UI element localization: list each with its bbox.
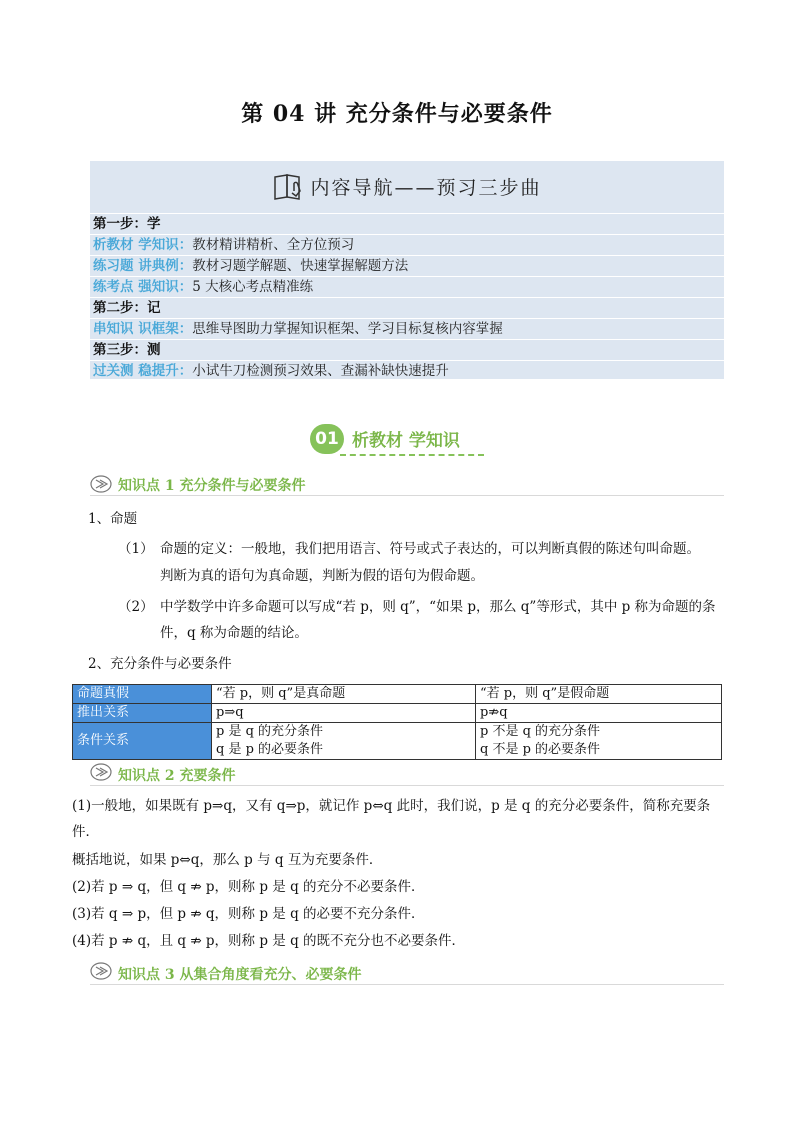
paragraph-line: (4)若 p ⇏ q，且 q ⇏ p，则称 p 是 q 的既不充分也不必要条件． xyxy=(72,933,466,949)
table-cell: “若 p，则 q”是真命题 xyxy=(212,685,476,704)
nav-item-desc: 思维导图助力掌握知识框架、学习目标复核内容掌握 xyxy=(192,321,503,337)
nav-row-item xyxy=(90,255,724,275)
nav-row-step1 xyxy=(90,213,724,233)
nav-row-item xyxy=(90,318,724,338)
navigation-banner-label: 内容导航——预习三步曲 xyxy=(310,176,542,199)
section-title: 析教材 学知识 xyxy=(352,431,460,451)
nav-item-key: 串知识 识框架： xyxy=(93,321,193,337)
play-chevron-icon xyxy=(90,962,112,980)
play-chevron-icon xyxy=(90,763,112,781)
section-underline xyxy=(340,454,484,456)
table-cell xyxy=(212,723,476,760)
paragraph-line: 概括地说，如果 p⇔q，那么 p 与 q 互为充要条件． xyxy=(72,852,383,868)
knowledge-point-title: 知识点 1 充分条件与必要条件 xyxy=(118,478,306,494)
paragraph-line: (2)若 p ⇒ q，但 q ⇏ p，则称 p 是 q 的充分不必要条件． xyxy=(72,879,425,895)
nav-step-label: 第二步：记 xyxy=(93,300,161,316)
nav-row-step3 xyxy=(90,339,724,359)
table-row xyxy=(73,685,722,704)
table-cell: p⇏q xyxy=(476,704,722,723)
navigation-banner xyxy=(90,161,724,211)
table-cell-line: q 是 p 的必要条件 xyxy=(216,742,324,757)
divider xyxy=(90,785,724,786)
list-text: 判断为真的语句为真命题，判断为假的语句为假命题。 xyxy=(160,568,484,584)
divider xyxy=(90,495,724,496)
conditions-table xyxy=(72,684,722,760)
knowledge-point-title: 知识点 2 充要条件 xyxy=(118,768,236,784)
book-pointer-icon xyxy=(272,169,306,203)
page-title: 第 04 讲 充分条件与必要条件 xyxy=(241,101,553,127)
nav-row-item xyxy=(90,360,724,380)
nav-row-item xyxy=(90,234,724,254)
nav-item-desc: 5 大核心考点精准练 xyxy=(192,279,314,295)
paragraph-line: (3)若 q ⇒ p，但 p ⇏ q，则称 p 是 q 的必要不充分条件． xyxy=(72,906,425,922)
list-number: （1） xyxy=(118,541,154,557)
heading-conditions: 2、充分条件与必要条件 xyxy=(88,656,232,672)
nav-item-key: 析教材 学知识： xyxy=(93,237,193,253)
nav-item-key: 过关测 稳提升： xyxy=(93,363,193,379)
divider xyxy=(90,984,724,985)
table-row-header: 推出关系 xyxy=(73,704,212,723)
nav-item-desc: 教材精讲精析、全方位预习 xyxy=(192,237,355,253)
section-number-badge: 01 xyxy=(310,424,344,454)
table-cell-line: p 不是 q 的充分条件 xyxy=(480,724,601,739)
table-row xyxy=(73,723,722,760)
table-cell-line: p 是 q 的充分条件 xyxy=(216,724,324,739)
nav-item-desc: 小试牛刀检测预习效果、查漏补缺快速提升 xyxy=(192,363,449,379)
table-cell: p⇒q xyxy=(212,704,476,723)
nav-item-desc: 教材习题学解题、快速掌握解题方法 xyxy=(192,258,409,274)
nav-row-item xyxy=(90,276,724,296)
list-number: （2） xyxy=(118,599,154,615)
nav-step-label: 第三步：测 xyxy=(93,342,161,358)
heading-proposition: 1、命题 xyxy=(88,511,138,527)
list-text: 中学数学中许多命题可以写成“若 p，则 q”，“如果 p，那么 q”等形式，其中 p 称为命题的条 xyxy=(160,599,716,615)
knowledge-point-title: 知识点 3 从集合角度看充分、必要条件 xyxy=(118,967,362,983)
nav-item-key: 练考点 强知识： xyxy=(93,279,193,295)
nav-step-label: 第一步：学 xyxy=(93,216,161,232)
table-row xyxy=(73,704,722,723)
list-text: 件，q 称为命题的结论。 xyxy=(160,625,308,641)
table-cell: “若 p，则 q”是假命题 xyxy=(476,685,722,704)
play-chevron-icon xyxy=(90,475,112,493)
nav-row-step2 xyxy=(90,297,724,317)
paragraph-line: (1)一般地，如果既有 p⇒q，又有 q⇒p，就记作 p⇔q 此时，我们说，p 是 q 的充分必要条件，简称充要条 xyxy=(72,798,711,814)
table-cell xyxy=(476,723,722,760)
paragraph-line: 件． xyxy=(72,824,99,840)
list-text: 命题的定义：一般地，我们把用语言、符号或式子表达的，可以判断真假的陈述句叫命题。 xyxy=(160,541,700,557)
nav-item-key: 练习题 讲典例： xyxy=(93,258,193,274)
table-cell-line: q 不是 p 的必要条件 xyxy=(480,742,601,757)
table-row-header: 命题真假 xyxy=(73,685,212,704)
table-row-header: 条件关系 xyxy=(73,723,212,760)
